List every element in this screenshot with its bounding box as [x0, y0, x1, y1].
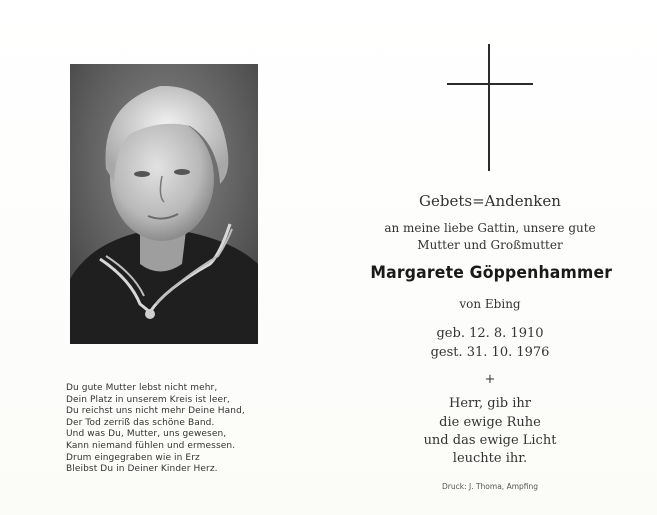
printer-credit: Druck: J. Thoma, Ampfing — [442, 482, 538, 491]
death-date: gest. 31. 10. 1976 — [430, 345, 550, 360]
birth-date: geb. 12. 8. 1910 — [436, 326, 544, 341]
cross-vertical-bar — [488, 44, 490, 171]
cross-horizontal-bar — [447, 83, 533, 85]
poem-line: Du gute Mutter lebst nicht mehr, — [66, 383, 218, 393]
poem-line: Der Tod zerriß das schöne Band. — [66, 417, 215, 428]
prayer-line: und das ewige Licht — [423, 433, 557, 448]
prayer-line: leuchte ihr. — [452, 451, 528, 466]
poem-line: Bleibst Du in Deiner Kinder Herz. — [66, 464, 218, 475]
poem-line: Dein Platz in unserem Kreis ist leer, — [66, 394, 230, 405]
dedication-line-1: an meine liebe Gattin, unsere gute — [384, 221, 596, 235]
deceased-name: Margarete Göppenhammer — [370, 263, 613, 283]
separator-cross: + — [484, 372, 496, 387]
poem-line: Und was Du, Mutter, uns gewesen, — [66, 429, 227, 440]
origin: von Ebing — [459, 297, 521, 311]
portrait-photo-icon — [70, 64, 258, 344]
heading: Gebets=Andenken — [419, 192, 561, 210]
poem — [66, 383, 306, 476]
prayer-line: die ewige Ruhe — [439, 415, 541, 430]
poem-line: Du reichst uns nicht mehr Deine Hand, — [66, 406, 245, 417]
poem-line: Kann niemand fühlen und ermessen. — [66, 440, 236, 451]
prayer-line: Herr, gib ihr — [449, 396, 531, 411]
poem-line: Drum eingegraben wie in Erz — [66, 452, 200, 463]
dedication-line-2: Mutter und Großmutter — [417, 238, 563, 252]
